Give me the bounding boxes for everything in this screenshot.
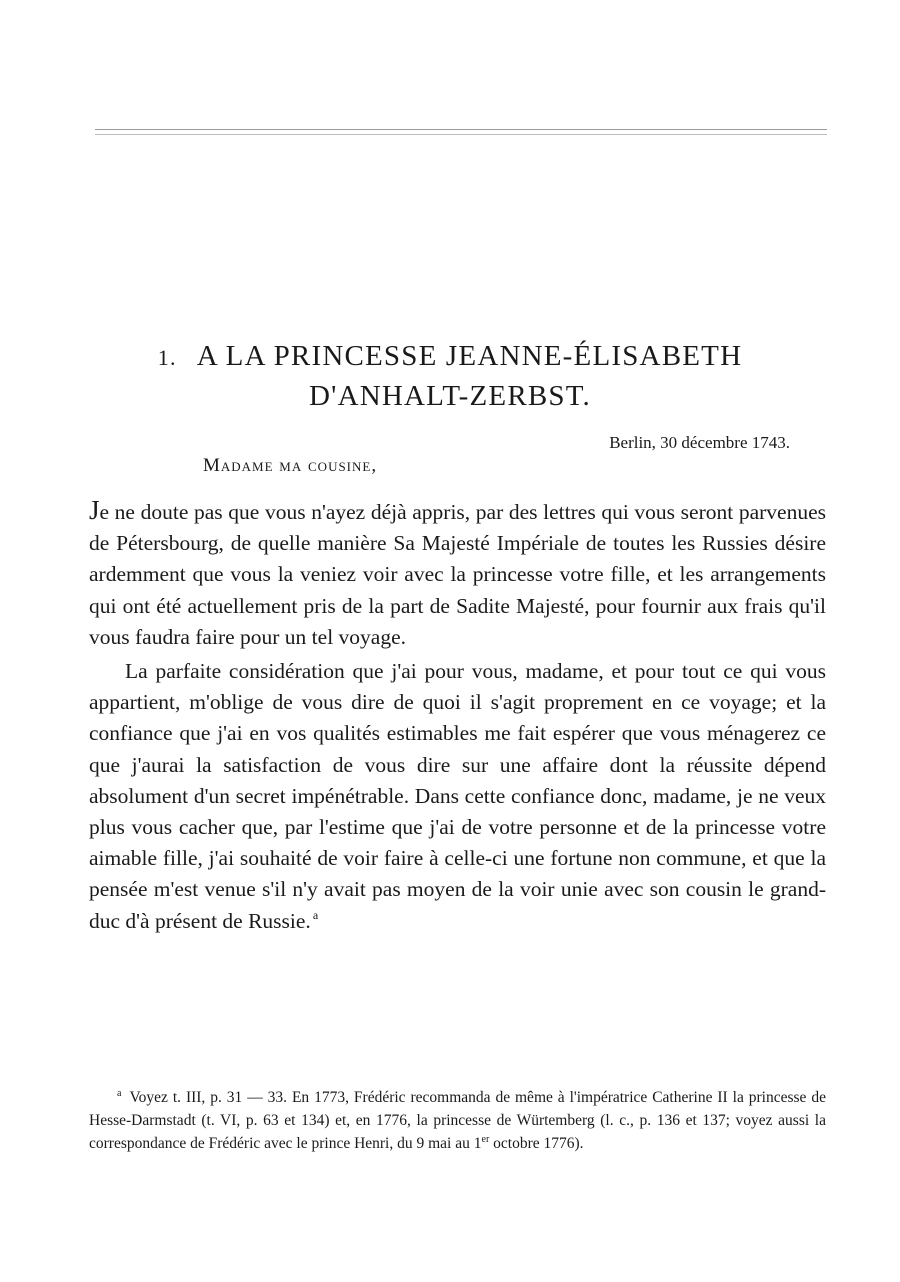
footnote-superscript: er bbox=[481, 1133, 490, 1145]
title-line-1-text: A LA PRINCESSE JEANNE-ÉLISABETH bbox=[196, 340, 743, 372]
paragraph-1 bbox=[89, 495, 826, 653]
footnote-text-part-2: octobre 1776). bbox=[489, 1135, 584, 1152]
footnote-text-part-1: Voyez t. III, p. 31 — 33. En 1773, Frédéric recommanda de même à l'impératrice Catherine II la princesse de Hesse-Darmstadt (t. VI, p. 63 et 134) et, en 1776, la princesse de Würtemberg (l. c., p. 136 et 137; voyez aussi la correspondance de Frédéric avec le prince Henri, du 9 mai au 1 bbox=[89, 1089, 826, 1152]
paragraph-1-text: e ne doute pas que vous n'ayez déjà appris, par des lettres qui vous seront parvenues de Pétersbourg, de quelle manière Sa Majesté Impériale de toutes les Russies désire ardemment que vous la veniez voir avec la princesse votre fille, et les arrangements qui ont été actuellement pris de la part de Sadite Majesté, pour fournir aux frais qu'il vous faudra faire pour un tel voyage. bbox=[89, 500, 826, 649]
salutation: Madame ma cousine, bbox=[203, 455, 378, 476]
footnote-marker: a bbox=[117, 1087, 122, 1099]
footnote bbox=[89, 1086, 826, 1155]
letter-title bbox=[60, 337, 840, 415]
title-line-2: D'ANHALT-ZERBST. bbox=[309, 380, 591, 412]
paragraph-2 bbox=[89, 656, 826, 937]
footnote-reference[interactable]: a bbox=[312, 908, 319, 923]
header-rule bbox=[95, 129, 827, 135]
letter-body bbox=[89, 495, 826, 937]
letter-number: 1. bbox=[157, 345, 177, 370]
footnote-text bbox=[89, 1086, 826, 1155]
title-line-1 bbox=[60, 337, 840, 377]
dateline: Berlin, 30 décembre 1743. bbox=[609, 433, 790, 452]
paragraph-2-text: La parfaite considération que j'ai pour vous, madame, et pour tout ce qui vous appartient, m'oblige de vous dire de quoi il s'agit proprement en ce voyage; et la confiance que j'ai en vos qualités estimables me fait espérer que vous ménagerez ce que j'aurai la satisfaction de vous dire sur une affaire dont la réussite dépend absolument d'un secret impénétrable. Dans cette confiance donc, madame, je ne veux plus vous cacher que, par l'estime que j'ai de votre personne et de la princesse votre aimable fille, j'ai souhaité de voir faire à celle-ci une fortune non commune, et que la pensée m'est venue s'il n'y avait pas moyen de la voir unie avec son cousin le grand-duc d'à présent de Russie. bbox=[89, 659, 826, 933]
initial-letter: J bbox=[89, 495, 100, 525]
